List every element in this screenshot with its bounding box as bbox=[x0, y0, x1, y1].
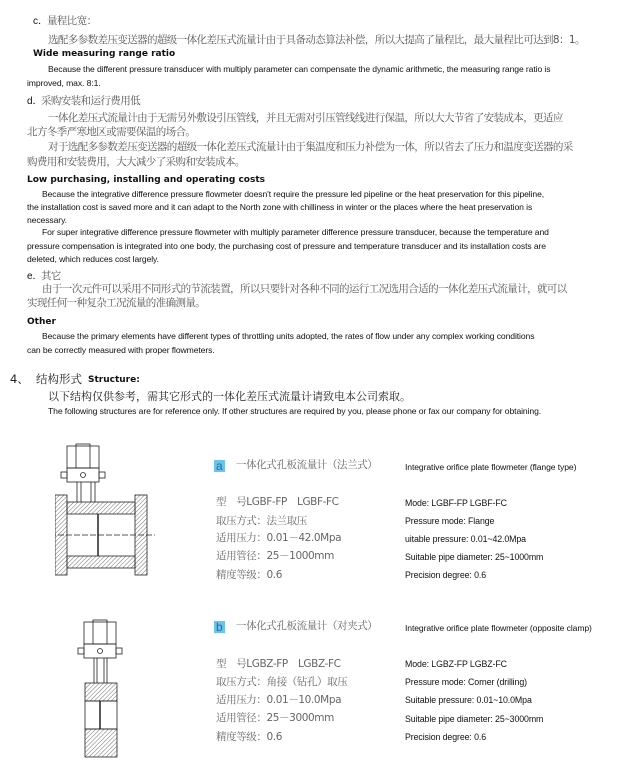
section-e-para-cn: 由于一次元件可以采用不同形式的节流装置，所以只要针对各种不同的运行工况选用合适的一体化差压式流量计，就可以 bbox=[42, 283, 567, 295]
section-d-para-cn: 购费用和安装费用，大大减少了采购和安装成本。 bbox=[27, 156, 245, 168]
section-d-para-cn: 对于选配多参数差压变送器的超级一体化差压式流量计由于集温度和压力补偿为一体，所以省去了压力和温度变送器的采 bbox=[48, 141, 573, 153]
section-e-title-en: Other bbox=[27, 317, 56, 327]
flange-type-flowmeter-drawing bbox=[55, 440, 160, 582]
section-d-para-cn: 北方冬季严寒地区或需要保温的场合。 bbox=[27, 126, 196, 138]
product-a-name-en: Integrative orifice plate flowmeter (flange type) bbox=[405, 462, 577, 472]
section-d-title-en: Low purchasing, installing and operating costs bbox=[27, 175, 265, 185]
section-c-title-en: Wide measuring range ratio bbox=[33, 49, 176, 59]
section-4-title-en: Structure: bbox=[88, 375, 140, 385]
spec-cn: 型 号LGBZ-FP LGBZ-FC bbox=[216, 658, 341, 670]
product-b-name-cn: 一体化式孔板流量计（对夹式） bbox=[236, 620, 378, 632]
section-d-label: d． bbox=[27, 96, 43, 107]
product-b-name-en: Integrative orifice plate flowmeter (opposite clamp) bbox=[405, 623, 592, 633]
spec-cn: 型 号LGBF-FP LGBF-FC bbox=[216, 496, 339, 508]
spec-cn: 适用压力：0.01－42.0Mpa bbox=[216, 532, 342, 544]
spec-en: Suitable pipe diameter: 25~1000mm bbox=[405, 552, 544, 562]
spec-cn: 适用管径：25－3000mm bbox=[216, 712, 334, 724]
section-4-number: 4、 bbox=[10, 372, 29, 386]
spec-en: Pressure mode: Flange bbox=[405, 516, 495, 526]
section-e-para-en: Because the primary elements have different types of throttling units adopted, the rates of flow under any complex working conditions bbox=[42, 331, 535, 341]
section-c-label: c． bbox=[33, 16, 48, 27]
section-c-para-cn: 选配多参数差压变送器的超级一体化差压式流量计由于具备动态算法补偿，所以大提高了量程比，最大量程比可达到8：1。 bbox=[48, 34, 585, 46]
section-e-para-en: can be correctly measured with proper flowmeters. bbox=[27, 345, 215, 355]
section-c-para-en: Because the different pressure transducer with multiply parameter can compensate the dynamic arithmetic, the measuring range ratio is bbox=[48, 64, 551, 74]
spec-cn: 精度等级：0.6 bbox=[216, 731, 282, 743]
section-c-title-cn: 量程比宽： bbox=[47, 15, 97, 27]
spec-en: Mode: LGBF-FP LGBF-FC bbox=[405, 498, 507, 508]
section-d-para-en: the installation cost is saved more and it can adapt to the North zone with chilliness in winter or the places where the heat preservation is bbox=[27, 202, 533, 212]
spec-en: Mode: LGBZ-FP LGBZ-FC bbox=[405, 659, 507, 669]
section-d-para-cn: 一体化差压式流量计由于无需另外敷设引压管线，并且无需对引压管线线进行保温，所以大大节省了安装成本，更适应 bbox=[48, 112, 563, 124]
section-d-para-en: For super integrative difference pressure flowmeter with multiply parameter difference pressure transducer, because the temperature and bbox=[42, 227, 549, 237]
section-c-para-en: improved, max. 8:1. bbox=[27, 78, 101, 88]
spec-en: Precision degree: 0.6 bbox=[405, 732, 487, 742]
product-b-letter bbox=[214, 619, 225, 635]
section-d-para-en: necessary. bbox=[27, 215, 67, 225]
section-d-para-en: deleted, which reduces cost largely. bbox=[27, 254, 159, 264]
product-a-letter bbox=[214, 458, 225, 474]
spec-en: uitable pressure: 0.01~42.0Mpa bbox=[405, 534, 526, 544]
product-letter-badge: b bbox=[216, 620, 223, 634]
spec-cn: 适用管径：25－1000mm bbox=[216, 550, 334, 562]
section-d-para-en: Because the integrative difference pressure flowmeter doesn't require the pressure led pipeline or the heat preservation for this pipeline, bbox=[42, 189, 545, 199]
spec-cn: 取压方式：角接（钻孔）取压 bbox=[216, 676, 348, 688]
section-e-label: e． bbox=[27, 271, 43, 282]
section-d-para-en: pressure compensation is integrated into one body, the purchasing cost of pressure and temperature transducer and its installation costs are bbox=[27, 241, 546, 251]
section-4-note-cn: 以下结构仅供参考，需其它形式的一体化差压式流量计请致电本公司索取。 bbox=[48, 390, 411, 403]
spec-cn: 取压方式：法兰取压 bbox=[216, 515, 307, 527]
product-letter-badge: a bbox=[216, 459, 223, 473]
section-4-title-cn: 结构形式 bbox=[36, 372, 82, 386]
section-e-title-cn: 其它 bbox=[41, 270, 61, 282]
spec-en: Suitable pipe diameter: 25~3000mm bbox=[405, 714, 544, 724]
spec-cn: 精度等级：0.6 bbox=[216, 569, 282, 581]
spec-en: Precision degree: 0.6 bbox=[405, 570, 487, 580]
product-a-name-cn: 一体化式孔板流量计（法兰式） bbox=[236, 459, 378, 471]
section-d-title-cn: 采购安装和运行费用低 bbox=[41, 95, 140, 107]
opposite-clamp-flowmeter-drawing bbox=[75, 618, 135, 763]
spec-en: Pressure mode: Corner (drilling) bbox=[405, 677, 527, 687]
section-e-para-cn: 实现任何一种复杂工况流量的准确测量。 bbox=[27, 297, 206, 309]
spec-en: Suitable pressure: 0.01~10.0Mpa bbox=[405, 695, 532, 705]
spec-cn: 适用压力：0.01－10.0Mpa bbox=[216, 694, 342, 706]
section-4-note-en: The following structures are for reference only. If other structures are required by you, please phone or fax our company for obtaining. bbox=[48, 406, 542, 416]
